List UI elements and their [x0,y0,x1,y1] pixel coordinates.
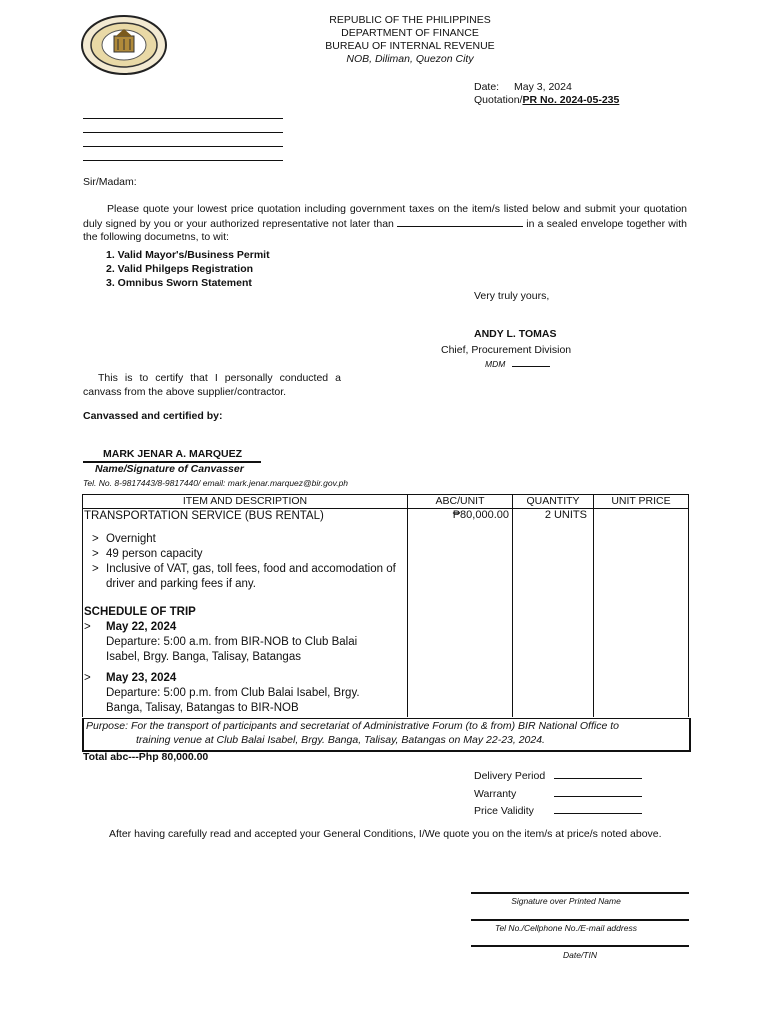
bullet-text: 49 person capacity [106,548,203,560]
certify-text [83,372,341,399]
table-header-row [83,495,689,509]
header-quantity: QUANTITY [513,495,594,509]
unit-price-cell[interactable] [594,509,689,718]
date-label: Date: [474,81,500,93]
delivery-row [474,768,642,786]
bullet-item: > 49 person capacity [92,548,203,560]
delivery-blank[interactable] [554,770,642,779]
header-unit-price: UNIT PRICE [594,495,689,509]
date-tin-caption: Date/TIN [562,950,597,960]
supplier-line-1[interactable] [83,118,283,119]
schedule-title: SCHEDULE OF TRIP [84,606,196,618]
canvasser-caption: Name/Signature of Canvasser [95,463,244,475]
header-address: NOB, Diliman, Quezon City [346,53,474,65]
bullet-item: > Overnight [92,533,156,545]
date-value: May 3, 2024 [514,81,572,93]
signatory-position: Chief, Procurement Division [441,344,572,356]
schedule-date: May 22, 2024 [106,621,177,633]
initials-text: MDM [485,359,506,369]
initials-line [512,366,550,367]
contact-caption: Tel No./Cellphone No./E-mail address [495,923,637,933]
table-row [83,509,689,718]
deadline-blank[interactable] [397,217,523,227]
request-text: Please quote your lowest price quotation including government taxes on the item/s listed below and submit your quotation duly signed by you or your authorized representative not later than [83,203,687,230]
header-abc-unit: ABC/UNIT [408,495,513,509]
delivery-label: Delivery Period [474,770,546,782]
canvasser-name: MARK JENAR A. MARQUEZ [103,448,243,460]
signatory-name: ANDY L. TOMAS [474,328,557,340]
validity-row [474,803,642,821]
schedule-detail: Departure: 5:00 a.m. from BIR-NOB to Club Balai Isabel, Brgy. Banga, Talisay, Batangas [106,636,358,663]
bullet-text: Overnight [106,533,156,545]
pr-number: PR No. 2024-05-235 [522,94,620,106]
contact-line[interactable] [471,919,689,921]
acceptance-paragraph [83,828,687,842]
canvasser-contact: Tel. No. 8-9817443/8-9817440/ email: mark.jenar.marquez@bir.gov.ph [83,478,349,488]
validity-blank[interactable] [554,805,642,814]
requirement-item: 2. Valid Philgeps Registration [106,263,254,275]
schedule-entry: > May 23, 2024 Departure: 5:00 p.m. from Club Balai Isabel, Brgy. Banga, Talisay, Batangas to BIR-NOB [84,671,407,716]
quotation-row [474,94,619,107]
schedule-detail: Departure: 5:00 p.m. from Club Balai Isabel, Brgy. Banga, Talisay, Batangas to BIR-NOB [106,687,360,714]
signature-caption: Signature over Printed Name [511,896,621,906]
header-republic: REPUBLIC OF THE PHILIPPINES [329,14,491,26]
schedule-date: May 23, 2024 [106,672,177,684]
request-text-end: in a sealed envelope together with the following documetns, to wit: [83,217,687,243]
warranty-blank[interactable] [554,788,642,797]
header-department: DEPARTMENT OF FINANCE [341,27,479,39]
salutation: Sir/Madam: [83,176,137,188]
header-item-description: ITEM AND DESCRIPTION [83,495,408,509]
purpose-box [82,718,691,752]
quantity-cell [513,509,594,718]
acceptance-text: After having carefully read and accepted your General Conditions, I/We quote you on the item/s at price/s noted above. [109,828,662,840]
abc-value: ₱80,000.00 [452,509,509,521]
initials [485,359,550,369]
header-bureau: BUREAU OF INTERNAL REVENUE [325,40,495,52]
item-description-cell [83,509,408,718]
bir-seal-logo [80,14,168,76]
requirement-item: 3. Omnibus Sworn Statement [106,277,252,289]
warranty-row [474,786,642,804]
items-table [82,494,689,717]
schedule-entry: > May 22, 2024 Departure: 5:00 a.m. from BIR-NOB to Club Balai Isabel, Brgy. Banga, Talisay, Batangas [84,620,407,665]
supplier-line-2[interactable] [83,132,283,133]
total-abc: Total abc---Php 80,000.00 [83,751,209,763]
purpose-text-2: training venue at Club Balai Isabel, Brgy. Banga, Talisay, Batangas on May 22-23, 2024. [136,734,545,746]
certify-sentence: This is to certify that I personally conducted a canvass from the above supplier/contractor. [83,372,341,398]
request-paragraph [83,203,687,245]
supplier-line-4[interactable] [83,160,283,161]
bullet-text: Inclusive of VAT, gas, toll fees, food and accomodation of driver and parking fees if any. [106,563,396,590]
date-tin-line[interactable] [471,945,689,947]
signature-line[interactable] [471,892,689,894]
very-truly-yours: Very truly yours, [474,290,550,302]
abc-unit-cell [408,509,513,718]
quantity-value: 2 UNITS [544,509,587,521]
bullet-item: > Inclusive of VAT, gas, toll fees, food and accomodation of driver and parking fees if any. [84,562,407,592]
validity-label: Price Validity [474,805,534,817]
canvassed-label: Canvassed and certified by: [83,410,223,422]
warranty-label: Warranty [474,787,517,800]
date-row [474,81,619,94]
requirement-item: 1. Valid Mayor's/Business Permit [106,249,270,261]
quotation-label: Quotation/ [474,94,523,106]
item-title: TRANSPORTATION SERVICE (BUS RENTAL) [84,510,324,522]
purpose-text: Purpose: For the transport of participants and secretariat of Administrative Forum (to & from) BIR National Office to [86,720,619,732]
supplier-line-3[interactable] [83,146,283,147]
